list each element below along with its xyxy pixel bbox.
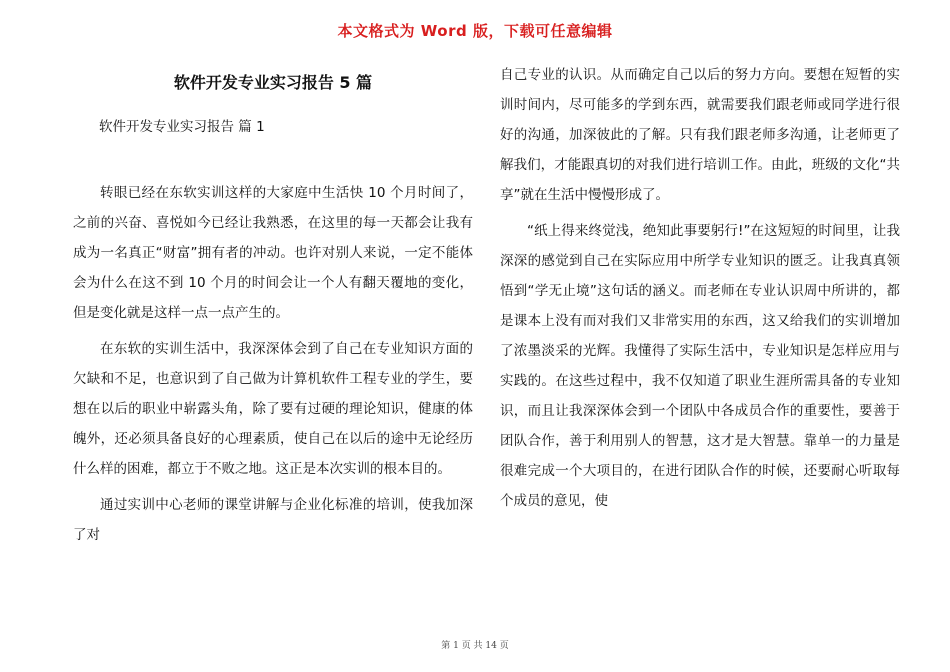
left-column bbox=[73, 60, 473, 556]
download-banner: 本文格式为 Word 版，下载可任意编辑 bbox=[337, 22, 613, 40]
document-title: 软件开发专业实习报告 5 篇 bbox=[173, 73, 373, 92]
right-column bbox=[500, 60, 900, 522]
section-heading: 软件开发专业实习报告 篇 1 bbox=[99, 119, 265, 135]
page-footer: 第 1 页 共 14 页 bbox=[441, 641, 509, 651]
paragraph: 自己专业的认识。从而确定自己以后的努力方向。要想在短暂的实训时间内，尽可能多的学到东西，就需要我们跟老师或同学进行很好的沟通，加深彼此的了解。只有我们跟老师多沟通，让老师更了解我们，才能跟真切的对我们进行培训工作。由此，班级的文化“共享”就在生活中慢慢形成了。 bbox=[500, 67, 900, 203]
paragraph: “纸上得来终觉浅，绝知此事要躬行!”在这短短的时间里，让我深深的感觉到自己在实际应用中所学专业知识的匮乏。让我真真领悟到“学无止境”这句话的涵义。而老师在专业认识周中所讲的，都是课本上没有而对我们又非常实用的东西，这又给我们的实训增加了浓墨淡采的光辉。我懂得了实际生活中，专业知识是怎样应用与实践的。在这些过程中，我不仅知道了职业生涯所需具备的专业知识，而且让我深深体会到一个团队中各成员合作的重要性，要善于团队合作，善于利用别人的智慧，这才是大智慧。靠单一的力量是很难完成一个大项目的，在进行团队合作的时候，还要耐心听取每个成员的意见，使 bbox=[500, 223, 900, 509]
paragraph: 转眼已经在东软实训这样的大家庭中生活快 10 个月时间了，之前的兴奋、喜悦如今已经让我熟悉，在这里的每一天都会让我有成为一名真正“财富”拥有者的冲动。也许对别人来说，一定不能体会为什么在这不到 10 个月的时间会让一个人有翻天覆地的变化，但是变化就是这样一点一点产生的。 bbox=[73, 185, 473, 321]
paragraph: 通过实训中心老师的课堂讲解与企业化标准的培训，使我加深了对 bbox=[73, 497, 473, 543]
paragraph: 在东软的实训生活中，我深深体会到了自己在专业知识方面的欠缺和不足，也意识到了自己做为计算机软件工程专业的学生，要想在以后的职业中崭露头角，除了要有过硬的理论知识，健康的体魄外，还必须具备良好的心理素质，使自己在以后的途中无论经历什么样的困难，都立于不败之地。这正是本次实训的根本目的。 bbox=[73, 341, 473, 477]
